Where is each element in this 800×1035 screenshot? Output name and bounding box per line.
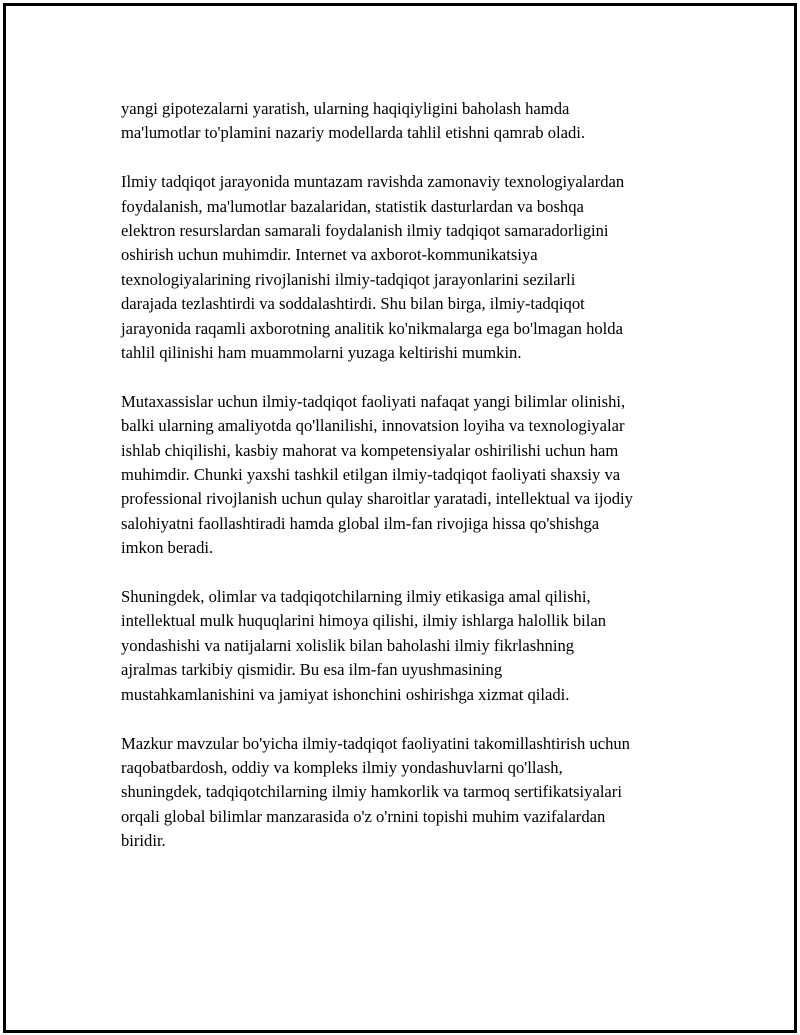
text-line: raqobatbardosh, oddiy va kompleks ilmiy yondashuvlarni qo'llash, bbox=[121, 757, 563, 777]
text-line: jarayonida raqamli axborotning analitik ko'nikmalarga ega bo'lmagan holda bbox=[121, 318, 623, 338]
text-line: oshirish uchun muhimdir. Internet va axborot-kommunikatsiya bbox=[121, 245, 538, 265]
text-line: orqali global bilimlar manzarasida o'z o'rnini topishi muhim vazifalardan bbox=[121, 806, 606, 826]
text-line: tahlil qilinishi ham muammolarni yuzaga keltirishi mumkin. bbox=[121, 343, 522, 363]
text-line: ma'lumotlar to'plamini nazariy modellarda tahlil etishni qamrab oladi. bbox=[121, 123, 586, 143]
document-body bbox=[121, 97, 701, 878]
text-line: ajralmas tarkibiy qismidir. Bu esa ilm-fan uyushmasining bbox=[121, 660, 503, 680]
text-line: yangi gipotezalarni yaratish, ularning haqiqiyligini baholash hamda bbox=[121, 99, 570, 118]
text-line: Mazkur mavzular bo'yicha ilmiy-tadqiqot faoliyatini takomillashtirish uchun bbox=[121, 733, 630, 753]
text-line: balki ularning amaliyotda qo'llanilishi, innovatsion loyiha va texnologiyalar bbox=[121, 416, 625, 436]
text-line: texnologiyalarining rivojlanishi ilmiy-tadqiqot jarayonlarini sezilarli bbox=[121, 269, 576, 289]
text-line: professional rivojlanish uchun qulay sharoitlar yaratadi, intellektual va ijodiy bbox=[121, 489, 633, 509]
text-line: Shuningdek, olimlar va tadqiqotchilarning ilmiy etikasiga amal qilishi, bbox=[121, 587, 591, 607]
text-line: ishlab chiqilishi, kasbiy mahorat va kompetensiyalar oshirilishi uchun ham bbox=[121, 440, 619, 460]
text-line: elektron resurslardan samarali foydalanish ilmiy tadqiqot samaradorligini bbox=[121, 221, 609, 241]
text-line: Ilmiy tadqiqot jarayonida muntazam ravishda zamonaviy texnologiyalardan bbox=[121, 172, 625, 192]
paragraph-3 bbox=[121, 390, 701, 561]
paragraph-4 bbox=[121, 585, 701, 707]
text-line: salohiyatni faollashtiradi hamda global ilm-fan rivojiga hissa qo'shishga bbox=[121, 513, 600, 533]
text-line: muhimdir. Chunki yaxshi tashkil etilgan ilmiy-tadqiqot faoliyati shaxsiy va bbox=[121, 465, 621, 485]
text-line: yondashishi va natijalarni xolislik bilan baholashi ilmiy fikrlashning bbox=[121, 635, 575, 655]
text-line: shuningdek, tadqiqotchilarning ilmiy hamkorlik va tarmoq sertifikatsiyalari bbox=[121, 782, 622, 802]
text-line: imkon beradi. bbox=[121, 538, 214, 558]
text-line: biridir. bbox=[121, 831, 166, 851]
paragraph-1 bbox=[121, 97, 701, 146]
paragraph-5 bbox=[121, 732, 701, 854]
paragraph-2 bbox=[121, 170, 701, 365]
text-line: darajada tezlashtirdi va soddalashtirdi. Shu bilan birga, ilmiy-tadqiqot bbox=[121, 294, 585, 314]
text-line: Mutaxassislar uchun ilmiy-tadqiqot faoliyati nafaqat yangi bilimlar olinishi, bbox=[121, 391, 626, 411]
text-line: intellektual mulk huquqlarini himoya qilishi, ilmiy ishlarga halollik bilan bbox=[121, 611, 607, 631]
page-frame bbox=[3, 3, 797, 1033]
text-line: mustahkamlanishini va jamiyat ishonchini oshirishga xizmat qiladi. bbox=[121, 684, 570, 704]
text-line: foydalanish, ma'lumotlar bazalaridan, statistik dasturlardan va boshqa bbox=[121, 196, 584, 216]
